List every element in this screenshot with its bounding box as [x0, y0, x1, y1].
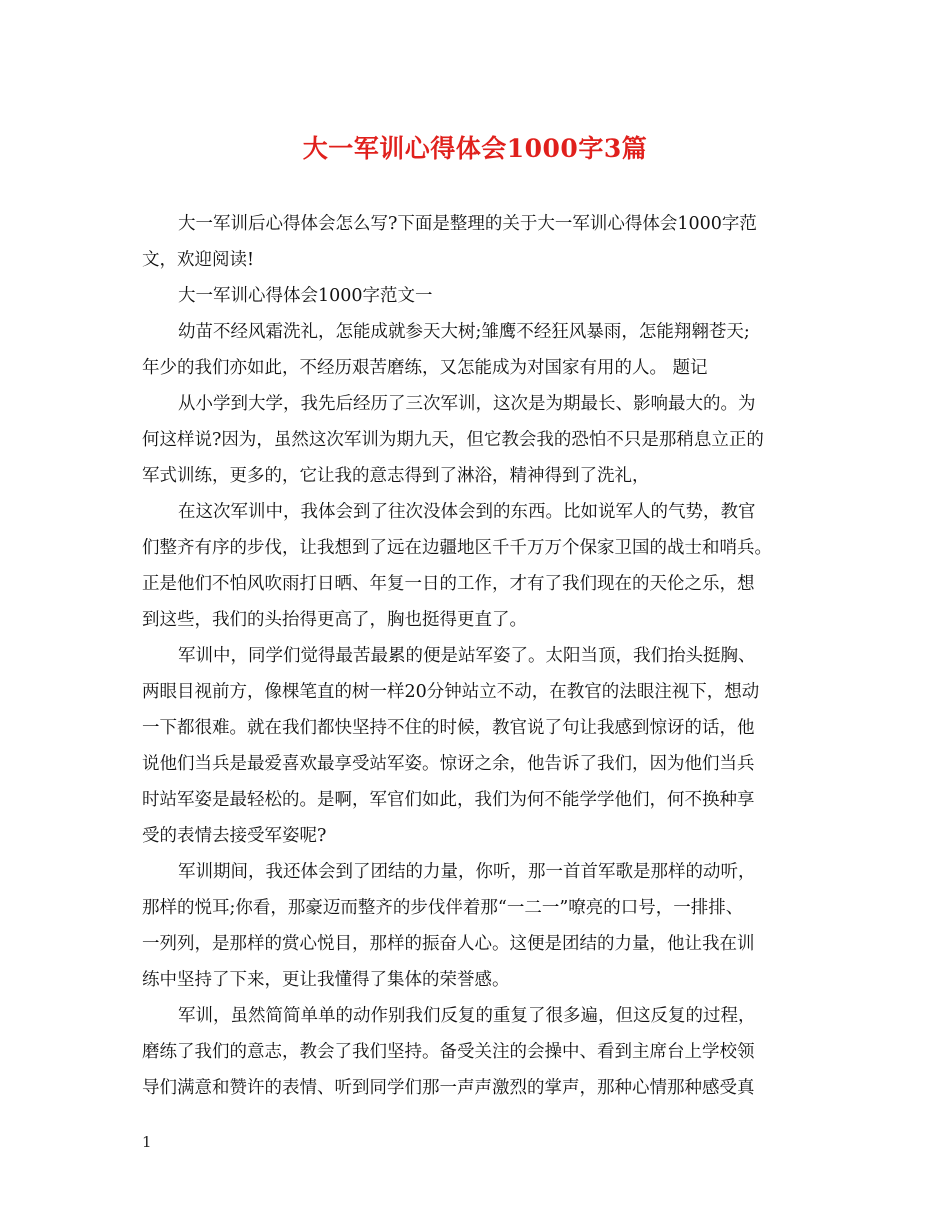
text-line: 大一军训后心得体会怎么写?下面是整理的关于大一军训心得体会1000字范: [178, 214, 757, 234]
text-line: 们整齐有序的步伐，让我想到了远在边疆地区千千万万个保家卫国的战士和哨兵。: [142, 538, 772, 558]
text-line: 练中坚持了下来，更让我懂得了集体的荣誉感。: [142, 970, 510, 990]
text-line: 那样的悦耳;你看，那豪迈而整齐的步伐伴着那“一二一”嘹亮的口号，一排排、: [142, 898, 744, 918]
text-line: 幼苗不经风霜洗礼，怎能成就参天大树;雏鹰不经狂风暴雨，怎能翔翱苍天;: [178, 322, 750, 342]
text-line: 磨练了我们的意志，教会了我们坚持。备受关注的会操中、看到主席台上学校领: [142, 1042, 755, 1062]
text-line: 到这些，我们的头抬得更高了，胸也挺得更直了。: [142, 610, 527, 630]
text-line: 时站军姿是最轻松的。是啊，军官们如此，我们为何不能学学他们，何不换种享: [142, 790, 755, 810]
text-line: 大一军训心得体会1000字范文一: [178, 286, 433, 306]
text-line: 说他们当兵是最爱喜欢最享受站军姿。惊讶之余，他告诉了我们，因为他们当兵: [142, 754, 755, 774]
text-line: 导们满意和赞许的表情、听到同学们那一声声激烈的掌声，那种心情那种感受真: [142, 1078, 755, 1098]
text-line: 文，欢迎阅读!: [142, 250, 255, 270]
text-line: 何这样说?因为，虽然这次军训为期九天，但它教会我的恐怕不只是那稍息立正的: [142, 430, 764, 450]
text-line: 受的表情去接受军姿呢?: [142, 826, 327, 846]
text-line: 正是他们不怕风吹雨打日晒、年复一日的工作，才有了我们现在的天伦之乐，想: [142, 574, 755, 594]
text-line: 军训期间，我还体会到了团结的力量，你听，那一首首军歌是那样的动听，: [178, 862, 756, 882]
text-line: 年少的我们亦如此，不经历艰苦磨练，又怎能成为对国家有用的人。 题记: [142, 358, 708, 378]
text-line: 一列列，是那样的赏心悦目，那样的振奋人心。这便是团结的力量，他让我在训: [142, 934, 755, 954]
text-line: 军训中，同学们觉得最苦最累的便是站军姿了。太阳当顶，我们抬头挺胸、: [178, 646, 756, 666]
text-line: 军训，虽然简简单单的动作别我们反复的重复了很多遍，但这反复的过程，: [178, 1006, 756, 1026]
document-body: [142, 206, 822, 1106]
text-line: 一下都很难。就在我们都快坚持不住的时候，教官说了句让我感到惊讶的话，他: [142, 718, 755, 738]
text-line: 两眼目视前方，像棵笔直的树一样20分钟站立不动，在教官的法眼注视下，想动: [142, 682, 760, 702]
document-title: 大一军训心得体会1000字3篇: [302, 134, 648, 163]
text-line: 军式训练，更多的，它让我的意志得到了淋浴，精神得到了洗礼，: [142, 466, 650, 486]
page-number: 1: [142, 1133, 152, 1151]
text-line: 在这次军训中，我体会到了往次没体会到的东西。比如说军人的气势，教官: [178, 502, 756, 522]
text-line: 从小学到大学，我先后经历了三次军训，这次是为期最长、影响最大的。为: [178, 394, 756, 414]
